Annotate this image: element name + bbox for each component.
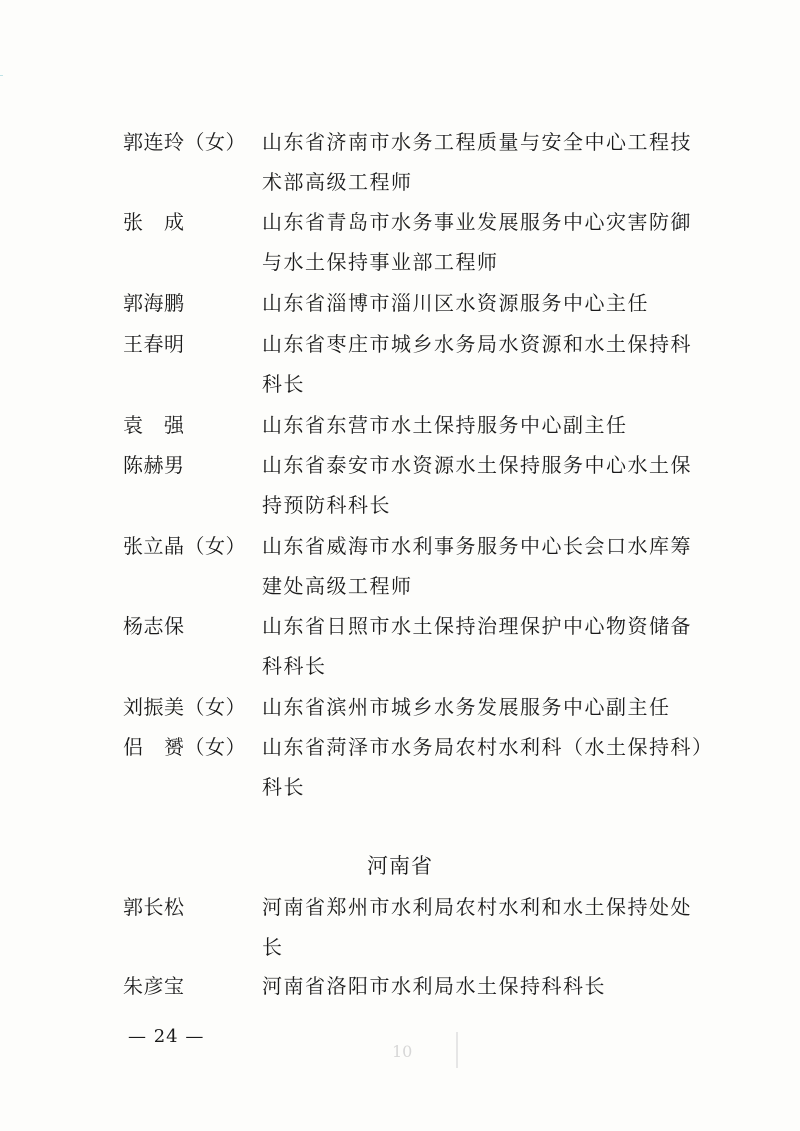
person-title: 山东省日照市水土保持治理保护中心物资储备 科科长 [262, 614, 692, 678]
person-name: 袁 强 [123, 413, 185, 437]
faint-watermark: 10 [392, 1042, 413, 1061]
person-name: 郭连玲（女） [123, 130, 246, 154]
person-title: 山东省淄博市淄川区水资源服务中心主任 [262, 291, 649, 315]
person-name: 杨志保 [123, 614, 185, 638]
person-title: 河南省洛阳市水利局水土保持科科长 [262, 974, 606, 998]
person-title: 山东省枣庄市城乡水务局水资源和水土保持科 科长 [262, 332, 692, 396]
person-name: 郭长松 [123, 895, 185, 919]
person-title: 山东省济南市水务工程质量与安全中心工程技 术部高级工程师 [262, 130, 692, 194]
person-name: 王春明 [123, 332, 185, 356]
section-title: 河南省 [367, 854, 433, 878]
person-name: 朱彦宝 [123, 974, 185, 998]
person-title: 山东省菏泽市水务局农村水利科（水土保持科） 科长 [262, 735, 714, 799]
scan-artifact [0, 75, 3, 76]
scan-artifact [456, 1032, 458, 1068]
person-title: 山东省青岛市水务事业发展服务中心灾害防御 与水土保持事业部工程师 [262, 210, 692, 274]
person-name: 刘振美（女） [123, 695, 246, 719]
person-name: 郭海鹏 [123, 291, 185, 315]
page-number: — 24 — [128, 1026, 205, 1047]
person-name: 陈赫男 [123, 453, 185, 477]
person-title: 山东省威海市水利事务服务中心长会口水库筹 建处高级工程师 [262, 534, 692, 598]
person-title: 山东省滨州市城乡水务发展服务中心副主任 [262, 695, 671, 719]
person-name: 张 成 [123, 210, 185, 234]
person-name: 张立晶（女） [123, 534, 246, 558]
person-title: 山东省东营市水土保持服务中心副主任 [262, 413, 628, 437]
person-name: 侣 赟（女） [123, 735, 246, 759]
person-title: 山东省泰安市水资源水土保持服务中心水土保 持预防科科长 [262, 453, 692, 517]
person-title: 河南省郑州市水利局农村水利和水土保持处处 长 [262, 895, 692, 959]
